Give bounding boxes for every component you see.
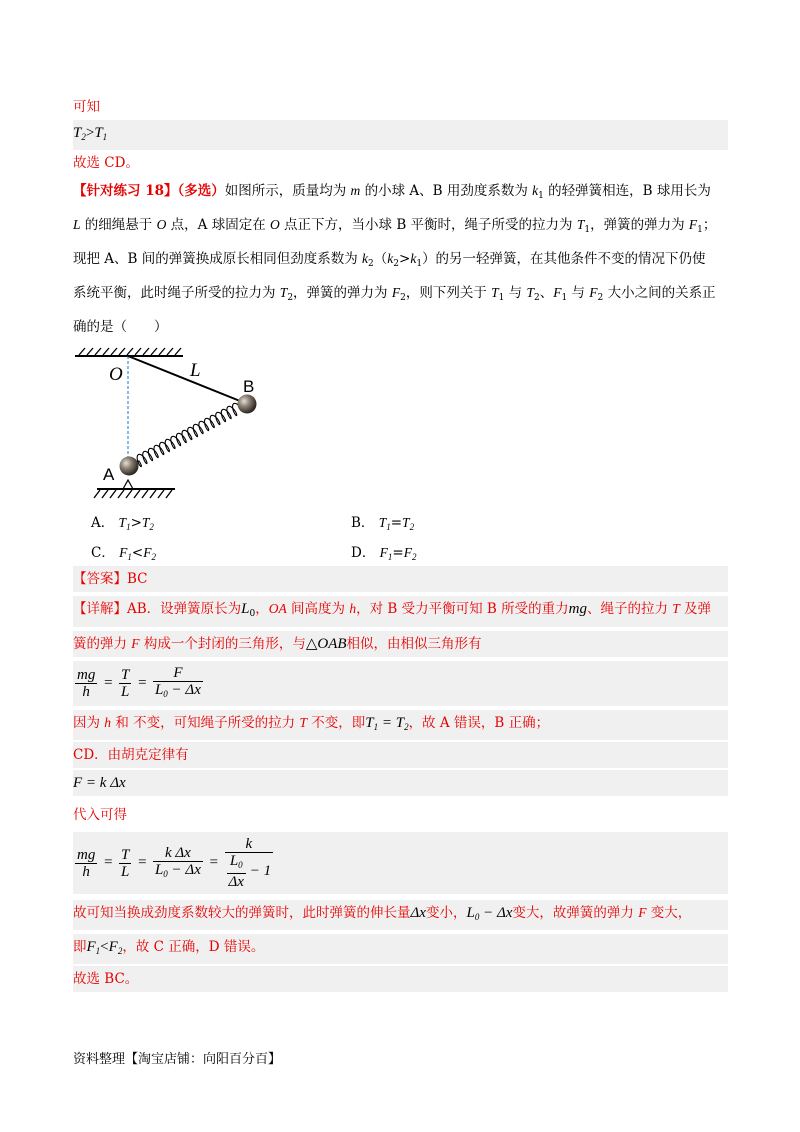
physics-figure — [73, 346, 273, 506]
conclusion-prefix: 可知 — [73, 99, 100, 115]
detail-line-4: 故可知当换成劲度系数较大的弹簧时，此时弹簧的伸长量Δx变小，$L_0 - \Delta x$变大，故弹簧的弹力 F 变大， — [73, 900, 728, 930]
detail-line-1: 【详解】AB．设弹簧原长为$L_0$，OA 间高度为 h，对 B 受力平衡可知 B 所受的重力mg、绳子的拉力 T 及弹 — [73, 596, 728, 627]
option-a: A． $T_1>T_2$ — [91, 515, 154, 532]
problem-line-2: L 的细绳悬于 O 点，A 球固定在 O 点正下方，当小球 B 平衡时，绳子所受的拉力为 $T_1$，弹簧的弹力为 $F_1$； — [73, 217, 717, 235]
problem-line-1: 【针对练习 18】（多选）如图所示，质量均为 m 的小球 A、B 用劲度系数为 $k_1$ 的轻弹簧相连，B 球用长为 — [73, 183, 711, 201]
label-a: A — [103, 465, 115, 484]
option-b: B． $T_1=T_2$ — [351, 515, 415, 532]
problem-type: （多选） — [177, 183, 225, 199]
final-choice: 故选 BC。 — [73, 966, 728, 992]
footer-source: 资料整理【淘宝店铺：向阳百分百】 — [73, 1052, 282, 1067]
equation-substituted: $\frac{mg}{h}$ = $\frac{T}{L}$ = $\frac{\text{k Δx}}{L_0 - \Delta x}$ = k $\frac{L_0}{\Delta x}$ − 1 — [73, 832, 728, 894]
detail-label: 【详解】 — [73, 601, 127, 617]
problem-line-5: 确的是（ ） — [73, 319, 168, 335]
option-c: C． $F_1<F_2$ — [91, 545, 156, 562]
string-line — [128, 356, 245, 403]
label-l: L — [190, 360, 201, 381]
detail-line-3: 因为 h 和 不变，可知绳子所受的拉力 T 不变，即$T_1 = T_2$，故 A 错误，B 正确； — [73, 710, 728, 740]
option-d: D． $F_1=F_2$ — [351, 545, 417, 562]
label-b: B — [243, 377, 255, 396]
label-o: O — [109, 364, 123, 385]
detail-line-5: 即$F_1<F_2$，故 C 正确，D 错误。 — [73, 934, 728, 964]
spring-pendulum-diagram — [73, 346, 273, 506]
detail-line-cd: CD．由胡克定律有 — [73, 742, 728, 768]
equation-hooke: F = k Δx — [73, 770, 728, 796]
detail-sub-in: 代入可得 — [73, 807, 127, 823]
options — [73, 512, 728, 566]
ball-b — [238, 395, 257, 414]
problem-line-3: 现把 A、B 间的弹簧换成原长相同但劲度系数为 $k_2(k_2>k_1)$的另一轻弹簧，在其他条件不变的情况下仍使 — [73, 251, 706, 269]
ceiling — [75, 348, 183, 356]
previous-choice: 故选 CD。 — [73, 155, 139, 171]
detail-line-2: 簧的弹力 F 构成一个封闭的三角形，与△OAB相似，由相似三角形有 — [73, 631, 728, 657]
ball-a — [120, 457, 139, 476]
equation-similar-triangles: $\frac{mg}{h}$ = $\frac{T}{L}$ = $\frac{F}{L_0 - \Delta x}$ — [73, 661, 728, 706]
answer-label: 【答案】 — [73, 571, 127, 587]
answer-line — [73, 566, 728, 592]
page-content — [73, 94, 728, 992]
spring — [137, 403, 240, 466]
problem-tag: 【针对练习 18】 — [73, 183, 178, 199]
problem-line-4: 系统平衡，此时绳子所受的拉力为 $T_2$，弹簧的弹力为 $F_2$，则下列关于 $T_1$ 与 $T_2$、$F_1$ 与 $F_2$ 大小之间的关系正 — [73, 285, 716, 303]
conclusion-inequality: $T_2>T_1$ — [73, 120, 728, 150]
answer-value: BC — [127, 571, 148, 587]
